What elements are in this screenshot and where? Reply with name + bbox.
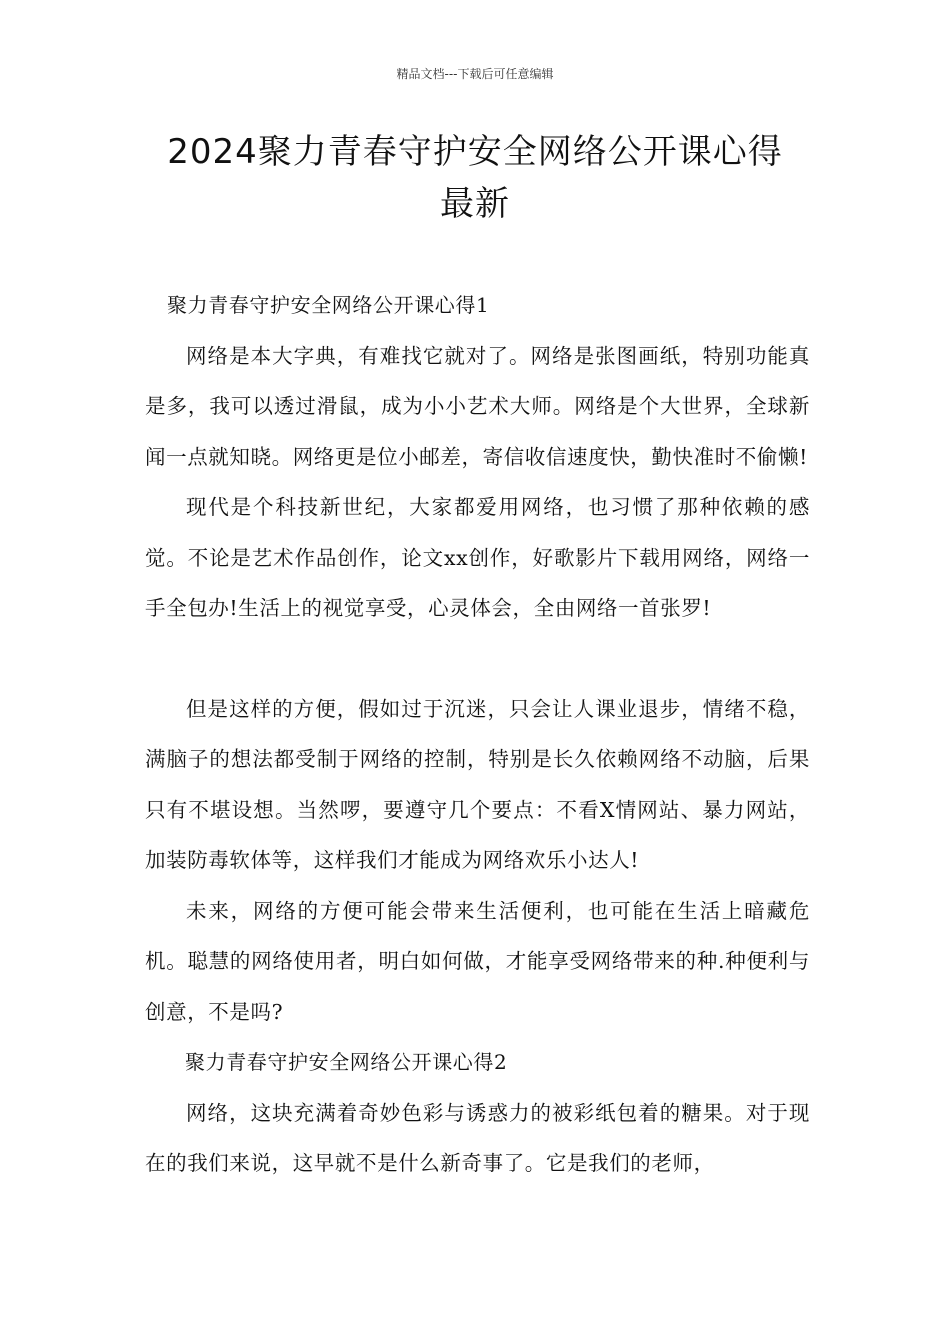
document-title-line-2: 最新 [440, 184, 510, 224]
section-heading-2: 聚力青春守护安全网络公开课心得2 [185, 1050, 508, 1074]
paragraph-1: 网络是本大字典，有难找它就对了。网络是张图画纸，特别功能真是多，我可以透过滑鼠，成为小小艺术大师。网络是个大世界，全球新闻一点就知晓。网络更是位小邮差，寄信收信速度快，勤快准时不偷懒! [145, 343, 810, 469]
paragraph-2: 现代是个科技新世纪，大家都爱用网络，也习惯了那种依赖的感觉。不论是艺术作品创作，论文xx创作，好歌影片下载用网络，网络一手全包办!生活上的视觉享受，心灵体会，全由网络一首张罗! [145, 495, 810, 620]
document-title-line-1: 2024聚力青春守护安全网络公开课心得 [167, 132, 783, 172]
document-body [145, 280, 810, 1189]
page-header: 精品文档---下载后可任意编辑 [396, 67, 554, 81]
paragraph-5: 网络，这块充满着奇妙色彩与诱惑力的被彩纸包着的糖果。对于现在的我们来说，这早就不是什么新奇事了。它是我们的老师， [145, 1100, 810, 1175]
paragraph-4: 未来，网络的方便可能会带来生活便利，也可能在生活上暗藏危机。聪慧的网络使用者，明白如何做，才能享受网络带来的种.种便利与创意，不是吗? [145, 898, 810, 1024]
document-title [100, 126, 850, 230]
paragraph-gap [145, 634, 810, 684]
paragraph-3: 但是这样的方便，假如过于沉迷，只会让人课业退步，情绪不稳，满脑子的想法都受制于网络的控制，特别是长久依赖网络不动脑，后果只有不堪设想。当然啰，要遵守几个要点：不看X情网站、暴力网站，加装防毒软体等，这样我们才能成为网络欢乐小达人! [145, 696, 810, 872]
section-heading-1: 聚力青春守护安全网络公开课心得1 [167, 293, 490, 317]
